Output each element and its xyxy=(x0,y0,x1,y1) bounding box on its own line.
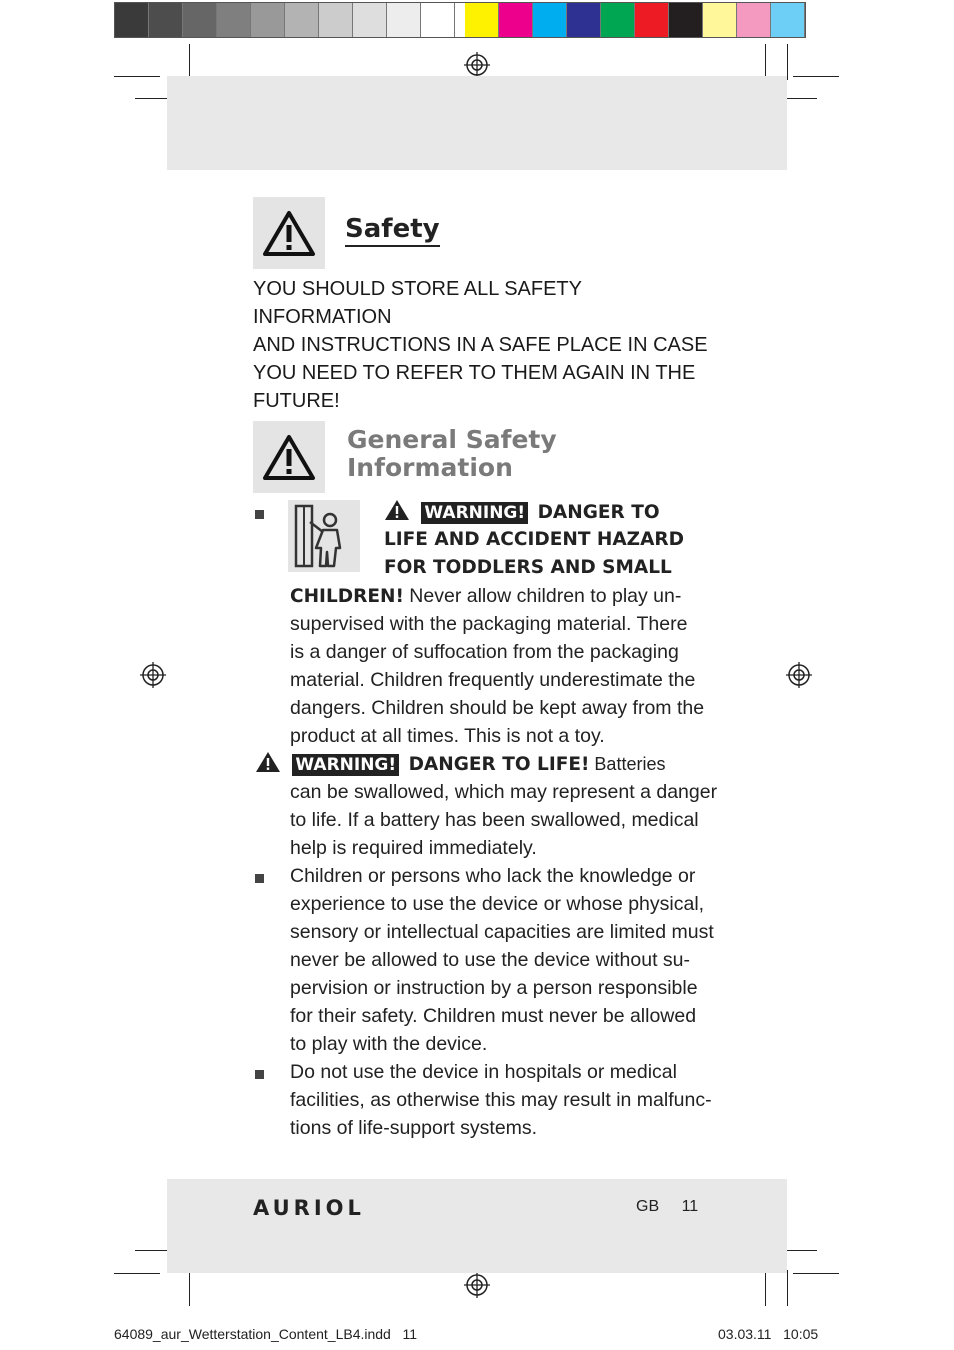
item1-heading: FOR TODDLERS AND SMALL xyxy=(384,557,672,578)
item2-line: help is required immediately. xyxy=(290,837,537,859)
child-hazard-icon xyxy=(288,500,360,572)
item3-line: for their safety. Children must never be allowed xyxy=(290,1005,697,1027)
warning-triangle-icon xyxy=(253,197,325,269)
color-swatch xyxy=(567,3,601,37)
item1-line xyxy=(290,582,681,611)
color-swatch xyxy=(771,3,805,37)
gray-swatch xyxy=(183,3,217,37)
item3-line: Children or persons who lack the knowledge or xyxy=(290,865,696,887)
item2-line: can be swallowed, which may represent a danger xyxy=(290,781,718,803)
item3-line: sensory or intellectual capacities are limited must xyxy=(290,921,714,943)
color-swatch xyxy=(465,3,499,37)
item1-heading: CHILDREN! xyxy=(290,586,404,607)
title-line: Information xyxy=(347,453,513,482)
language-code: GB xyxy=(636,1198,660,1215)
color-swatch xyxy=(703,3,737,37)
item4-line: tions of life-support systems. xyxy=(290,1117,538,1139)
item1-text: Never allow children to play un- xyxy=(403,585,682,607)
warning-triangle-small-icon xyxy=(255,751,281,773)
gray-swatch xyxy=(285,3,319,37)
safety-notice xyxy=(253,275,713,415)
item1-line: material. Children frequently underestimate the xyxy=(290,669,696,691)
warning-label: WARNING! xyxy=(292,754,399,776)
color-swatch xyxy=(737,3,771,37)
gray-swatch xyxy=(149,3,183,37)
brand-logo: AURIOL xyxy=(253,1196,365,1220)
crop-mark xyxy=(135,1250,171,1251)
item1-heading-line xyxy=(384,498,660,527)
bullet-icon xyxy=(255,874,264,883)
crop-mark xyxy=(189,44,190,80)
swatch-gap xyxy=(455,3,465,37)
page-num: 11 xyxy=(681,1198,699,1215)
item2-line: to life. If a battery has been swallowed, medical xyxy=(290,809,699,831)
section-title-general-safety xyxy=(347,426,557,482)
item3-line: pervision or instruction by a person responsible xyxy=(290,977,698,999)
crop-mark xyxy=(765,1270,766,1306)
item3-line: experience to use the device or whose physical, xyxy=(290,893,705,915)
safety-notice-line: AND INSTRUCTIONS IN A SAFE PLACE IN CASE xyxy=(253,334,708,356)
item1-line: supervised with the packaging material. There xyxy=(290,613,688,635)
registration-mark-icon xyxy=(464,52,490,78)
warning-triangle-small-icon xyxy=(384,499,410,521)
page-number xyxy=(636,1198,698,1216)
crop-mark xyxy=(787,1270,788,1306)
footer-panel xyxy=(167,1179,787,1273)
crop-mark xyxy=(765,44,766,80)
item3-line: to play with the device. xyxy=(290,1033,488,1055)
item1-heading: DANGER TO xyxy=(537,502,660,523)
item2-heading: DANGER TO LIFE! xyxy=(408,754,590,775)
title-line: General Safety xyxy=(347,425,557,454)
item1-line: product at all times. This is not a toy. xyxy=(290,725,605,747)
color-swatch xyxy=(601,3,635,37)
gray-swatch xyxy=(115,3,149,37)
item1-line: is a danger of suffocation from the packaging xyxy=(290,641,679,663)
registration-mark-icon xyxy=(140,662,166,688)
crop-mark xyxy=(793,76,839,77)
item1-heading: LIFE AND ACCIDENT HAZARD xyxy=(384,529,685,550)
bullet-icon xyxy=(255,510,264,519)
color-swatch xyxy=(499,3,533,37)
slug-filename: 64089_aur_Wetterstation_Content_LB4.indd 11 xyxy=(114,1326,418,1342)
color-swatch xyxy=(669,3,703,37)
color-swatch xyxy=(533,3,567,37)
gray-swatch xyxy=(387,3,421,37)
crop-mark xyxy=(189,1270,190,1306)
item3-line: never be allowed to use the device without su- xyxy=(290,949,690,971)
gray-swatch xyxy=(217,3,251,37)
gray-swatch xyxy=(353,3,387,37)
safety-notice-line: YOU SHOULD STORE ALL SAFETY INFORMATION xyxy=(253,278,582,328)
gray-swatch xyxy=(421,3,455,37)
safety-notice-line: YOU NEED TO REFER TO THEM AGAIN IN THE xyxy=(253,362,696,384)
item4-line: Do not use the device in hospitals or medical xyxy=(290,1061,677,1083)
gray-swatch xyxy=(319,3,353,37)
header-panel xyxy=(167,76,787,170)
registration-mark-icon xyxy=(786,662,812,688)
item1-line: dangers. Children should be kept away from the xyxy=(290,697,705,719)
gray-swatch xyxy=(251,3,285,37)
crop-mark xyxy=(114,1273,160,1274)
crop-mark xyxy=(787,44,788,80)
section-title-safety: Safety xyxy=(345,214,440,247)
warning-triangle-icon xyxy=(253,421,325,493)
crop-mark xyxy=(793,1273,839,1274)
registration-mark-icon xyxy=(464,1272,490,1298)
color-swatch xyxy=(635,3,669,37)
item2-heading-line xyxy=(255,750,665,779)
crop-mark xyxy=(114,76,160,77)
slug-datetime: 03.03.11 10:05 xyxy=(718,1326,819,1342)
bullet-icon xyxy=(255,1070,264,1079)
item4-line: facilities, as otherwise this may result in malfunc- xyxy=(290,1089,712,1111)
safety-notice-line: FUTURE! xyxy=(253,390,340,412)
item2-text: Batteries xyxy=(589,754,666,774)
crop-mark xyxy=(135,98,171,99)
warning-label: WARNING! xyxy=(421,502,528,524)
color-calibration-bar xyxy=(114,2,806,38)
